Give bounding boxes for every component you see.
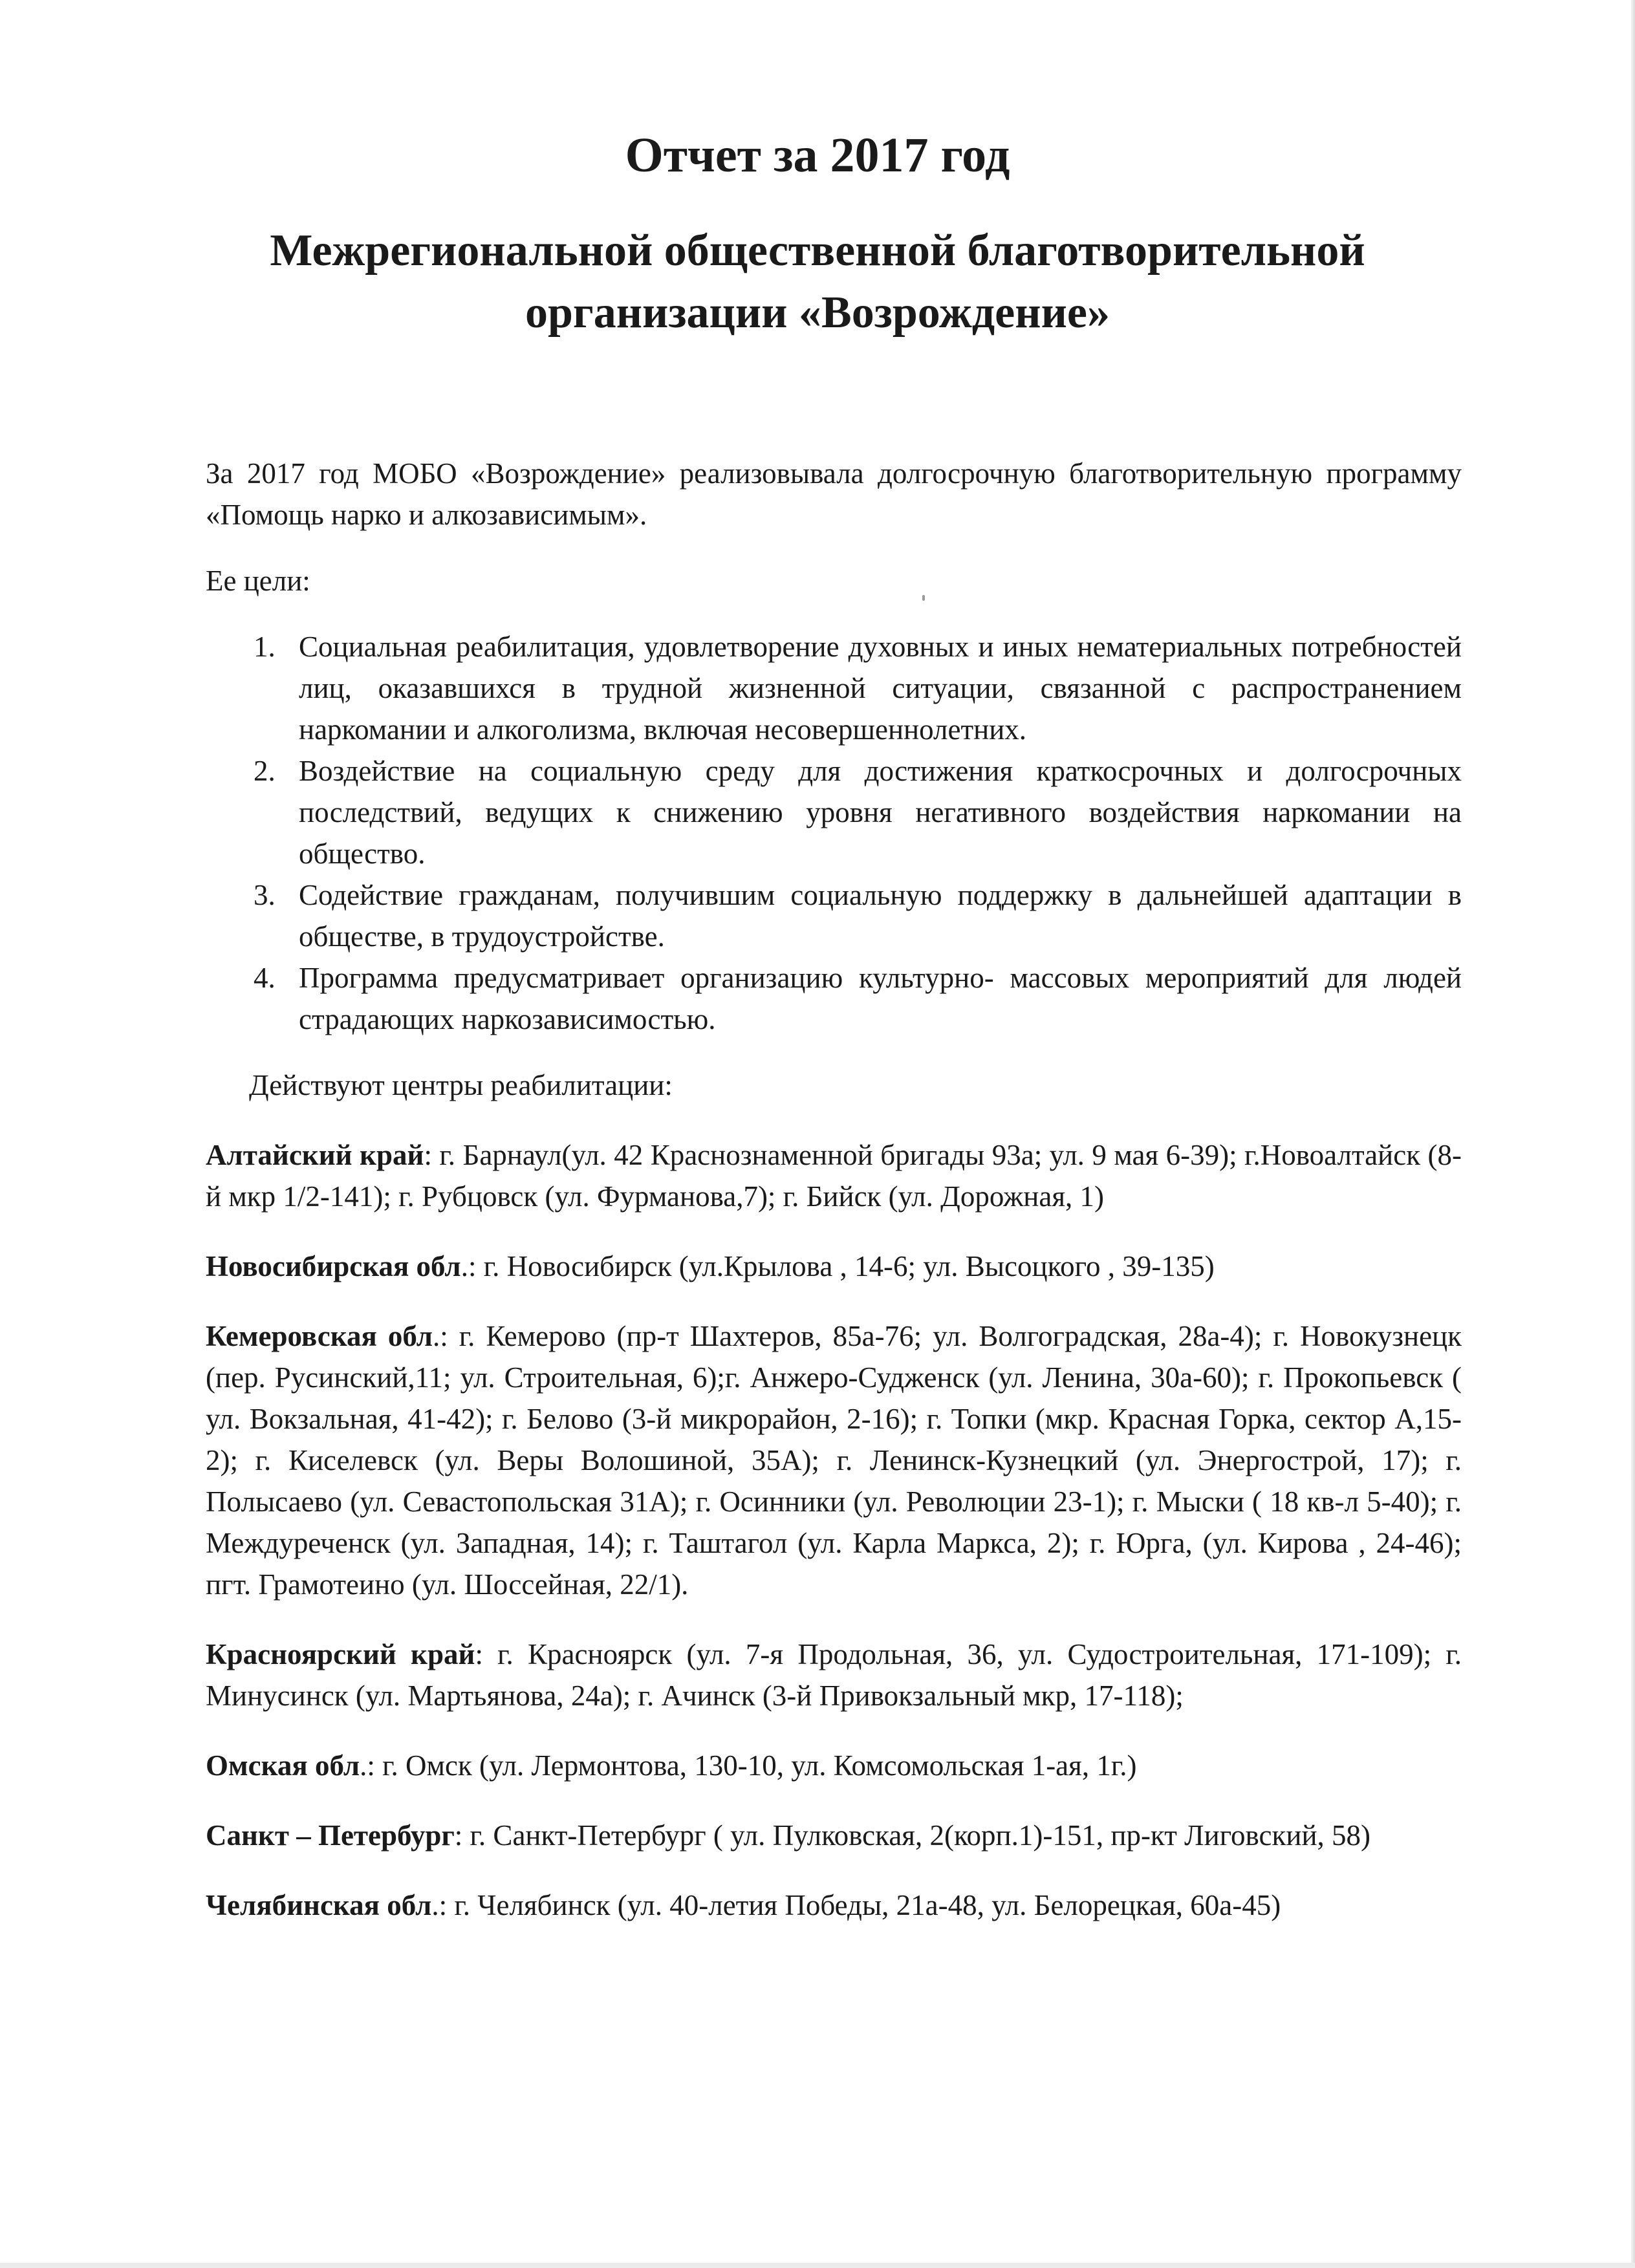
intro-paragraph: За 2017 год МОБО «Возрождение» реализовывала долгосрочную благотворительную программу «Помощь нарко и алкозависимым». — [206, 457, 1462, 531]
region-addresses: : г. Барнаул(ул. 42 Краснознаменной бригады 93а; ул. 9 мая 6-39); г.Новоалтайск (8-й мкр 1/2-141); г. Рубцовск (ул. Фурманова,7); г. Бийск (ул. Дорожная, 1) — [206, 1139, 1462, 1213]
report-subtitle — [0, 220, 1635, 344]
region-addresses: : г. Санкт-Петербург ( ул. Пулковская, 2(корп.1)-151, пр-кт Лиговский, 58) — [454, 1819, 1371, 1852]
goal-text: Воздействие на социальную среду для достижения краткосрочных и долгосрочных последствий, ведущих к снижению уровня негативного воздействия наркомании на общество. — [299, 755, 1462, 870]
region-name: Алтайский край — [206, 1139, 424, 1171]
centers-label: Действуют центры реабилитации: — [249, 1069, 673, 1101]
goal-item — [206, 626, 1462, 750]
goal-text: Программа предусматривает организацию культурно- массовых мероприятий для людей страдающих наркозависимостью. — [299, 962, 1462, 1035]
goal-number: 1. — [254, 631, 276, 663]
goals-list — [206, 626, 1462, 1040]
region-name: Челябинская обл — [206, 1889, 432, 1921]
region-krasnoyarsk — [206, 1634, 1462, 1716]
region-chelyabinsk — [206, 1885, 1462, 1926]
subtitle-line-2: организации «Возрождение» — [525, 288, 1110, 338]
subtitle-line-1: Межрегиональной общественной благотворительной — [270, 226, 1365, 275]
goal-number: 3. — [254, 879, 276, 911]
region-addresses: .: г. Кемерово (пр-т Шахтеров, 85а-76; ул. Волгоградская, 28а-4); г. Новокузнецк (пер. Русинский,11; ул. Строительная, 6);г. Анжеро-Судженск (ул. Ленина, 30а-60); г. Прокопьевск ( ул. Вокзальная, 41-42); г. Белово (3-й микрорайон, 2-16); г. Топки (мкр. Красная Горка, сектор А,15-2); г. Киселевск (ул. Веры Волошиной, 35А); г. Ленинск-Кузнецкий (ул. Энергострой, 17); г. Полысаево (ул. Севастопольская 31А); г. Осинники (ул. Революции 23-1); г. Мыски ( 18 кв-л 5-40); г. Междуреченск (ул. Западная, 14); г. Таштагол (ул. Карла Маркса, 2); г. Юрга, (ул. Кирова , 24-46); пгт. Грамотеино (ул. Шоссейная, 22/1). — [206, 1320, 1462, 1601]
region-kemerovo — [206, 1315, 1462, 1605]
region-name: Кемеровская обл — [206, 1320, 433, 1352]
goal-text: Содействие гражданам, получившим социальную поддержку в дальнейшей адаптации в обществе, в трудоустройстве. — [299, 879, 1462, 953]
goal-item — [206, 874, 1462, 957]
goals-label: Ее цели: — [206, 565, 310, 597]
region-addresses: .: г. Новосибирск (ул.Крылова , 14-6; ул. Высоцкого , 39-135) — [460, 1250, 1215, 1282]
region-altai — [206, 1134, 1462, 1217]
report-title: Отчет за 2017 год — [625, 128, 1010, 182]
region-novosibirsk — [206, 1246, 1462, 1287]
region-addresses: .: г. Челябинск (ул. 40-летия Победы, 21а-48, ул. Белорецкая, 60а-45) — [431, 1889, 1281, 1921]
goal-number: 2. — [254, 755, 276, 787]
goal-text: Социальная реабилитация, удовлетворение духовных и иных нематериальных потребностей лиц, оказавшихся в трудной жизненной ситуации, связанной с распространением наркомании и алкоголизма, включая несовершеннолетних. — [299, 631, 1462, 746]
region-name: Омская обл — [206, 1749, 360, 1782]
region-name: Новосибирская обл — [206, 1250, 461, 1282]
region-name: Санкт – Петербург — [206, 1819, 455, 1852]
region-saint-petersburg — [206, 1815, 1462, 1856]
region-omsk — [206, 1745, 1462, 1786]
goal-number: 4. — [254, 962, 276, 994]
scan-edge-bottom — [0, 2263, 1635, 2268]
goal-item — [206, 750, 1462, 874]
report-body — [206, 453, 1462, 1926]
region-addresses: : г. Красноярск (ул. 7-я Продольная, 36, ул. Судостроительная, 171-109); г. Минусинск (ул. Мартьянова, 24а); г. Ачинск (3-й Привокзальный мкр, 17-118); — [206, 1638, 1462, 1712]
region-name: Красноярский край — [206, 1638, 475, 1670]
goal-item — [206, 957, 1462, 1040]
region-addresses: .: г. Омск (ул. Лермонтова, 130-10, ул. Комсомольская 1-ая, 1г.) — [360, 1749, 1137, 1782]
